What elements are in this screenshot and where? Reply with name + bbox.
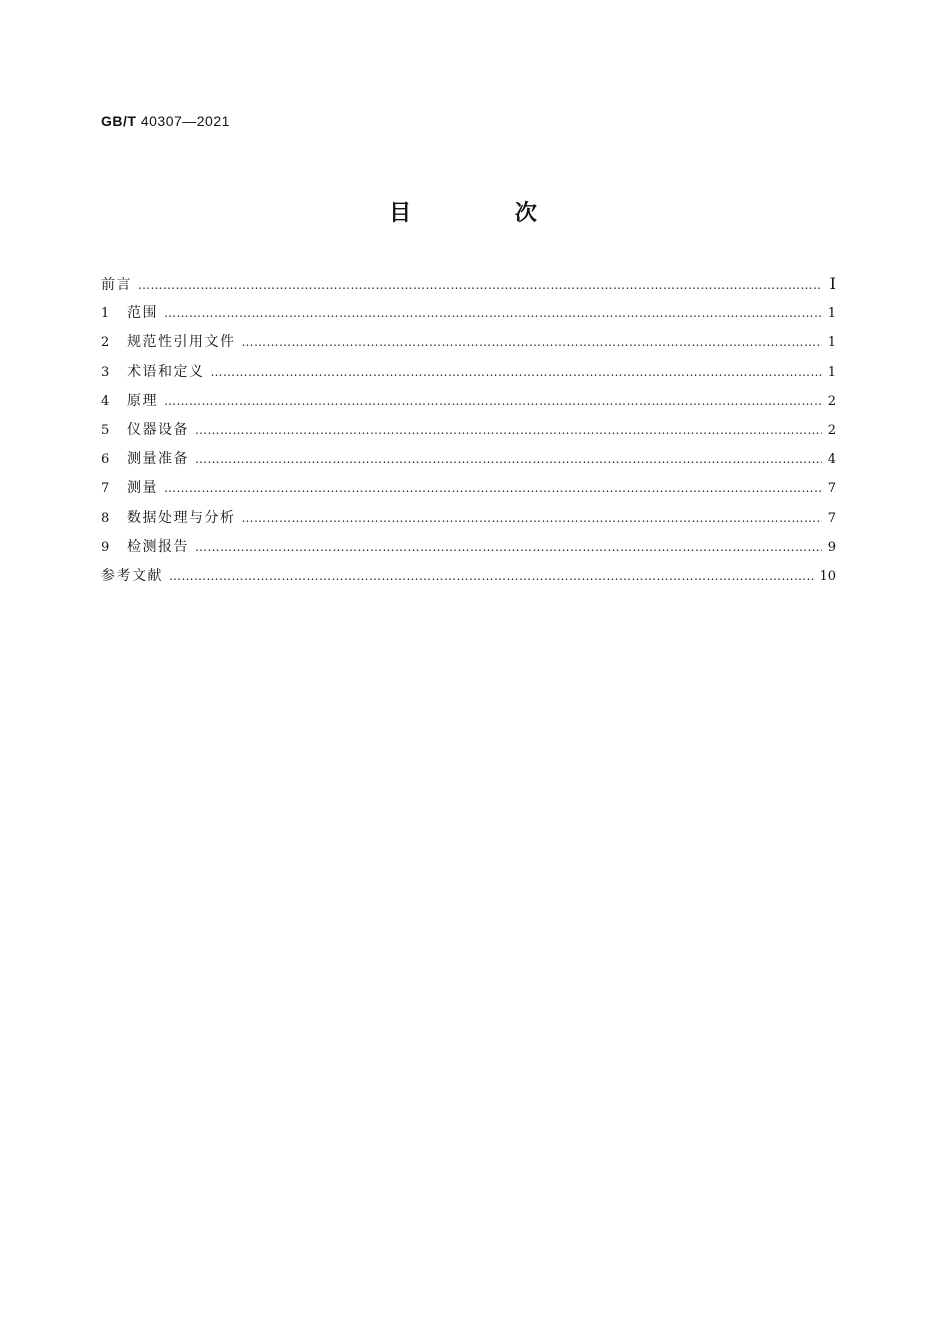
toc-entry-page: 1 — [827, 306, 836, 322]
toc-dot-leader — [164, 477, 822, 499]
toc-entry-page: 4 — [827, 452, 836, 468]
toc-entry-number: 1 — [101, 306, 110, 322]
toc-entry-label: 规范性引用文件 — [127, 334, 236, 351]
toc-entry-bibliography[interactable] — [101, 565, 836, 594]
toc-entry-normative-references[interactable] — [101, 331, 836, 360]
toc-entry-number: 9 — [101, 539, 110, 555]
toc-dot-leader — [169, 565, 815, 587]
toc-entry-label: 测量 — [127, 480, 158, 497]
toc-dot-leader — [195, 448, 822, 470]
toc-entry-number: 8 — [101, 510, 110, 526]
toc-entry-label: 数据处理与分析 — [127, 509, 236, 526]
toc-dot-leader — [242, 331, 823, 353]
toc-entry-number: 7 — [101, 481, 110, 497]
toc-dot-leader — [211, 361, 823, 383]
toc-dot-leader — [242, 507, 823, 529]
toc-entry-measurement[interactable] — [101, 477, 836, 506]
toc-dot-leader — [195, 419, 822, 441]
standard-code — [101, 113, 230, 129]
toc-dot-leader — [164, 302, 822, 324]
toc-entry-number: 6 — [101, 452, 110, 468]
toc-entry-number: 2 — [101, 335, 110, 351]
toc-entry-label: 测量准备 — [127, 451, 189, 468]
toc-entry-apparatus[interactable] — [101, 419, 836, 448]
toc-entry-number: 5 — [101, 422, 110, 438]
toc-dot-leader — [195, 536, 822, 558]
toc-entry-label: 前言 — [101, 277, 132, 293]
toc-entry-label: 仪器设备 — [127, 421, 189, 438]
toc-entry-page: 1 — [827, 335, 836, 351]
toc-entry-page: 7 — [827, 481, 836, 497]
toc-entry-label: 原理 — [127, 392, 158, 409]
toc-entry-principle[interactable] — [101, 390, 836, 419]
toc-entry-scope[interactable] — [101, 302, 836, 331]
toc-entry-page: 2 — [827, 422, 836, 438]
toc-entry-label: 参考文献 — [101, 567, 163, 584]
standard-number: 40307—2021 — [140, 113, 230, 129]
page-title: 目 次 — [389, 201, 585, 226]
toc-entry-page: 7 — [827, 510, 836, 526]
toc-entry-label: 范围 — [127, 305, 158, 322]
toc-entry-data-processing[interactable] — [101, 507, 836, 536]
toc-entry-foreword[interactable] — [101, 273, 836, 302]
toc-entry-label: 检测报告 — [127, 538, 189, 555]
toc-entry-label: 术语和定义 — [127, 363, 205, 380]
toc-entry-page: 2 — [827, 393, 836, 409]
standard-prefix: GB/T — [101, 113, 137, 129]
toc-entry-number: 4 — [101, 393, 110, 409]
toc-dot-leader — [164, 390, 822, 412]
toc-entry-page: 10 — [819, 568, 836, 584]
toc-entry-number: 3 — [101, 364, 110, 380]
table-of-contents — [101, 273, 836, 594]
toc-entry-page: Ⅰ — [829, 274, 836, 293]
toc-entry-page: 1 — [827, 364, 836, 380]
toc-entry-test-report[interactable] — [101, 536, 836, 565]
toc-entry-terms-definitions[interactable] — [101, 361, 836, 390]
toc-entry-measurement-preparation[interactable] — [101, 448, 836, 477]
toc-dot-leader — [138, 274, 822, 296]
toc-entry-page: 9 — [827, 539, 836, 555]
